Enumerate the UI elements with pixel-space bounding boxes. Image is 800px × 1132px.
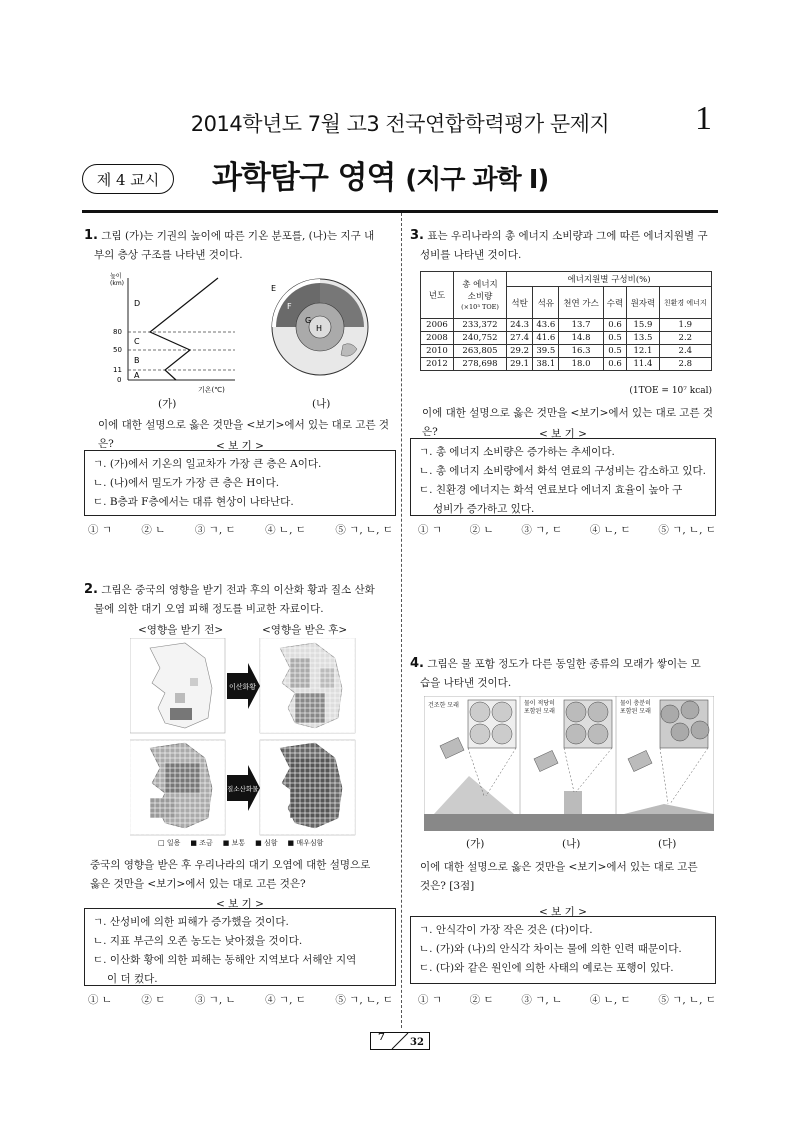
q3-text: 3. 표는 우리나라의 총 에너지 소비량과 그에 따른 에너지원별 구 성비를 나타낸 것이다. bbox=[410, 228, 708, 261]
footer-total-pages: 32 bbox=[410, 1037, 424, 1048]
arrow-nox-label: 질소산화물 bbox=[227, 785, 259, 793]
q4-panel1-label: 건조한 모래 bbox=[428, 702, 459, 709]
tick-0: 0 bbox=[117, 376, 122, 384]
q4-choice-3[interactable]: ③ ㄱ, ㄴ bbox=[521, 994, 563, 1006]
th-group: 에너지원별 구성비(%) bbox=[507, 272, 712, 287]
q1-choices bbox=[88, 522, 393, 537]
th-coal: 석탄 bbox=[507, 287, 533, 319]
table-row: 2012 278,698 29.1 38.1 18.0 0.6 11.4 2.8 bbox=[421, 358, 712, 371]
q4-prompt: 이에 대한 설명으로 옳은 것만을 <보기>에서 있는 대로 고른 것은? [3점] bbox=[420, 861, 698, 892]
q4-bogi-2: ㄴ. (가)와 (나)의 안식각 차이는 물에 의한 인력 때문이다. bbox=[419, 943, 682, 955]
q3-bogi-1: ㄱ. 총 에너지 소비량은 증가하는 추세이다. bbox=[419, 446, 615, 458]
q1-caption-b: (나) bbox=[312, 398, 331, 410]
q4-bogi-1: ㄱ. 안식각이 가장 작은 것은 (다)이다. bbox=[419, 924, 593, 936]
layer-H: H bbox=[316, 324, 323, 333]
q4-bogi-title: < 보 기 > bbox=[539, 906, 587, 918]
page-number: 1 bbox=[695, 100, 712, 137]
layer-D: D bbox=[134, 299, 141, 308]
q4-caption-a: (가) bbox=[466, 838, 485, 850]
q2-choice-5[interactable]: ⑤ ㄱ, ㄴ, ㄷ bbox=[335, 994, 393, 1006]
q4-choice-2[interactable]: ② ㄷ bbox=[469, 994, 494, 1006]
q2-legend bbox=[158, 838, 323, 848]
legend-item-4: ■ 심함 bbox=[255, 839, 278, 847]
column-divider bbox=[401, 213, 402, 1028]
q1-figure-b-earth bbox=[265, 275, 375, 385]
q3-choices bbox=[418, 522, 716, 537]
q1-text: 1. 그림 (가)는 기권의 높이에 따른 기온 분포를, (나)는 지구 내 부의 층상 구조를 나타낸 것이다. bbox=[84, 228, 375, 261]
layer-C: C bbox=[134, 337, 140, 346]
q4-panel2-label: 물이 적당히 포함된 모래 bbox=[524, 700, 555, 715]
q2-bogi-2: ㄴ. 지표 부근의 오존 농도는 낮아졌을 것이다. bbox=[93, 935, 303, 947]
footer-current-page: 7 bbox=[378, 1032, 385, 1043]
th-hydro: 수력 bbox=[603, 287, 626, 319]
legend-item-3: ■ 보통 bbox=[222, 839, 246, 847]
th-total: 총 에너지 소비량 (×10³ TOE) bbox=[454, 272, 507, 319]
q3-choice-2[interactable]: ② ㄴ bbox=[469, 524, 494, 536]
q1-caption-a: (가) bbox=[158, 398, 177, 410]
q2-bogi-3-cont: 이 더 컸다. bbox=[107, 973, 158, 985]
layer-G: G bbox=[305, 316, 312, 325]
header-rule bbox=[82, 210, 718, 213]
q2-prompt: 중국의 영향을 받은 후 우리나라의 대기 오염에 대한 설명으로 옳은 것만을 <보기>에서 있는 대로 고른 것은? bbox=[90, 859, 371, 890]
table-row: 2010 263,805 29.2 39.5 16.3 0.5 12.1 2.4 bbox=[421, 345, 712, 358]
layer-B: B bbox=[134, 356, 140, 365]
q2-text: 2. 그림은 중국의 영향을 받기 전과 후의 이산화 황과 질소 산화 물에 의한 대기 오염 피해 정도를 비교한 자료이다. bbox=[84, 582, 375, 615]
q1-bogi-title: < 보 기 > bbox=[216, 440, 264, 452]
q2-choice-2[interactable]: ② ㄷ bbox=[141, 994, 166, 1006]
q3-table-note: (1TOE = 10⁷ kcal) bbox=[629, 386, 712, 396]
table-row: 2006 233,372 24.3 43.6 13.7 0.6 15.9 1.9 bbox=[421, 319, 712, 332]
q2-choices bbox=[88, 992, 393, 1007]
q1-bogi-1: ㄱ. (가)에서 기온의 일교차가 가장 큰 층은 A이다. bbox=[93, 458, 322, 470]
th-gas: 천연 가스 bbox=[559, 287, 603, 319]
q3-bogi-box bbox=[410, 438, 716, 516]
q3-energy-table bbox=[420, 271, 712, 371]
q3-choice-1[interactable]: ① ㄱ bbox=[418, 524, 442, 536]
q4-sand-figure bbox=[424, 696, 714, 831]
q1-figure-a-graph bbox=[110, 270, 240, 395]
q4-caption-c: (다) bbox=[658, 838, 677, 850]
q2-label-after: <영향을 받은 후> bbox=[262, 624, 348, 636]
y-axis-label: 높이 bbox=[110, 273, 122, 280]
legend-item-1: □ 일용 bbox=[158, 839, 181, 847]
legend-item-2: ■ 조금 bbox=[190, 839, 213, 847]
q2-choice-3[interactable]: ③ ㄱ, ㄴ bbox=[194, 994, 236, 1006]
arrow-so2-label: 이산화황 bbox=[229, 683, 257, 691]
x-axis-label: 기온(℃) bbox=[198, 386, 225, 394]
legend-item-5: ■ 매우심함 bbox=[287, 839, 324, 847]
tick-50: 50 bbox=[113, 346, 122, 354]
q2-bogi-1: ㄱ. 산성비에 의한 피해가 증가했을 것이다. bbox=[93, 916, 289, 928]
layer-F: F bbox=[287, 302, 292, 311]
tick-80: 80 bbox=[113, 328, 122, 336]
svg-text:(km): (km) bbox=[110, 280, 125, 287]
q3-choice-5[interactable]: ⑤ ㄱ, ㄴ, ㄷ bbox=[658, 524, 716, 536]
tick-11: 11 bbox=[113, 366, 122, 374]
q2-pollution-maps bbox=[130, 638, 360, 838]
exam-title: 2014학년도 7월 고3 전국연합학력평가 문제지 bbox=[190, 112, 610, 136]
q2-label-before: <영향을 받기 전> bbox=[138, 624, 224, 636]
q1-choice-2[interactable]: ② ㄴ bbox=[141, 524, 166, 536]
q3-choice-3[interactable]: ③ ㄱ, ㄷ bbox=[521, 524, 563, 536]
th-year: 년도 bbox=[421, 272, 454, 319]
table-row: 2008 240,752 27.4 41.6 14.8 0.5 13.5 2.2 bbox=[421, 332, 712, 345]
q3-bogi-3-cont: 성비가 증가하고 있다. bbox=[433, 503, 535, 515]
subject-title bbox=[212, 152, 548, 197]
q1-prompt: 이에 대한 설명으로 옳은 것만을 <보기>에서 있는 대로 고른 것은? bbox=[98, 419, 390, 450]
q4-bogi-box bbox=[410, 916, 716, 984]
q1-choice-1[interactable]: ① ㄱ bbox=[88, 524, 112, 536]
q2-bogi-3: ㄷ. 이산화 황에 의한 피해는 동해안 지역보다 서해안 지역 bbox=[93, 954, 357, 966]
layer-A: A bbox=[134, 371, 140, 380]
q4-choices bbox=[418, 992, 716, 1007]
q3-choice-4[interactable]: ④ ㄴ, ㄷ bbox=[589, 524, 631, 536]
q2-bogi-box bbox=[84, 908, 396, 986]
q4-caption-b: (나) bbox=[562, 838, 581, 850]
subject-sub: (지구 과학 Ⅰ) bbox=[405, 165, 549, 195]
q1-choice-4[interactable]: ④ ㄴ, ㄷ bbox=[265, 524, 306, 536]
layer-E: E bbox=[271, 284, 277, 293]
session-badge: 제 4 교시 bbox=[82, 164, 174, 194]
q4-panel3-label: 물이 충분히 포함된 모래 bbox=[620, 700, 651, 715]
subject-main: 과학탐구 영역 bbox=[212, 160, 396, 196]
q4-choice-4[interactable]: ④ ㄴ, ㄷ bbox=[589, 994, 631, 1006]
q3-bogi-3: ㄷ. 친환경 에너지는 화석 연료보다 에너지 효율이 높아 구 bbox=[419, 484, 683, 496]
th-oil: 석유 bbox=[533, 287, 559, 319]
q4-text: 4. 그림은 물 포함 정도가 다른 동일한 종류의 모래가 쌓이는 모 습을 나타낸 것이다. bbox=[410, 656, 701, 689]
q1-bogi-box bbox=[84, 450, 396, 516]
q2-choice-1[interactable]: ① ㄴ bbox=[88, 994, 112, 1006]
q1-choice-3[interactable]: ③ ㄱ, ㄷ bbox=[194, 524, 236, 536]
q1-bogi-2: ㄴ. (나)에서 밀도가 가장 큰 층은 H이다. bbox=[93, 477, 280, 489]
q3-bogi-title: < 보 기 > bbox=[539, 428, 587, 440]
th-nuclear: 원자력 bbox=[627, 287, 659, 319]
q3-bogi-2: ㄴ. 총 에너지 소비량에서 화석 연료의 구성비는 감소하고 있다. bbox=[419, 465, 706, 477]
q2-bogi-title: < 보 기 > bbox=[216, 898, 264, 910]
th-green: 친환경 에너지 bbox=[659, 287, 711, 319]
q3-prompt: 이에 대한 설명으로 옳은 것만을 <보기>에서 있는 대로 고른 것은? bbox=[422, 407, 714, 438]
q1-choice-5[interactable]: ⑤ ㄱ, ㄴ, ㄷ bbox=[335, 524, 393, 536]
q4-choice-5[interactable]: ⑤ ㄱ, ㄴ, ㄷ bbox=[658, 994, 716, 1006]
q4-choice-1[interactable]: ① ㄱ bbox=[418, 994, 442, 1006]
q2-choice-4[interactable]: ④ ㄱ, ㄷ bbox=[265, 994, 306, 1006]
q1-bogi-3: ㄷ. B층과 F층에서는 대류 현상이 나타난다. bbox=[93, 496, 294, 508]
q4-bogi-3: ㄷ. (다)와 같은 원인에 의한 사태의 예로는 포행이 있다. bbox=[419, 962, 674, 974]
